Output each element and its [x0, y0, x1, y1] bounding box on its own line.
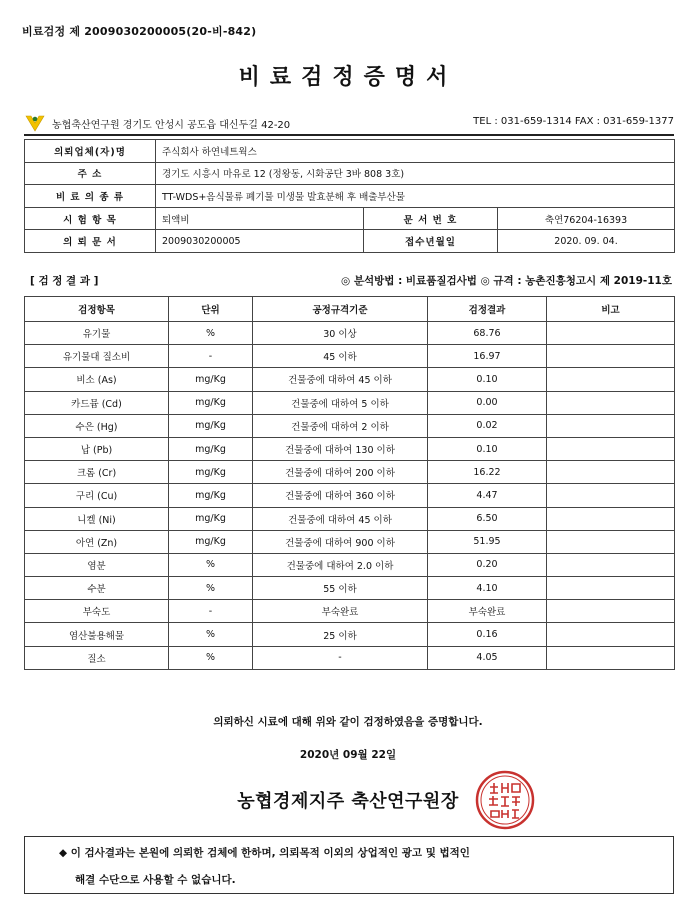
cell-standard: 건물중에 대하여 360 이하 [253, 484, 428, 507]
cell-item: 니켈 (Ni) [25, 507, 169, 530]
cell-standard: 부숙완료 [253, 600, 428, 623]
cell-unit: % [169, 553, 253, 576]
docnum-label: 문 서 번 호 [364, 207, 498, 230]
table-row [25, 484, 675, 507]
info-row-fert-type [25, 185, 675, 208]
cell-standard: 건물중에 대하여 2.0 이하 [253, 553, 428, 576]
info-row-requester [25, 140, 675, 163]
cell-result: 68.76 [428, 322, 547, 345]
results-header [24, 272, 674, 288]
org-header [24, 113, 674, 133]
cell-result: 4.05 [428, 646, 547, 669]
cell-standard: 건물중에 대하여 5 이하 [253, 391, 428, 414]
cell-note [547, 461, 675, 484]
cell-standard: 건물중에 대하여 45 이하 [253, 507, 428, 530]
requester-label: 의뢰업체(자)명 [25, 140, 156, 163]
request-doc-value: 2009030200005 [156, 230, 364, 253]
cell-note [547, 623, 675, 646]
nh-logo-icon [24, 113, 46, 133]
cell-item: 부숙도 [25, 600, 169, 623]
cell-standard: 45 이하 [253, 345, 428, 368]
cell-unit: mg/Kg [169, 437, 253, 460]
cell-result: 4.10 [428, 577, 547, 600]
cell-standard: 건물중에 대하여 45 이하 [253, 368, 428, 391]
cell-unit: mg/Kg [169, 507, 253, 530]
cell-unit: % [169, 322, 253, 345]
cell-unit: mg/Kg [169, 461, 253, 484]
cell-standard: 25 이하 [253, 623, 428, 646]
cell-unit: - [169, 345, 253, 368]
cell-item: 비소 (As) [25, 368, 169, 391]
analysis-method: ◎ 분석방법 : 비료품질검사법 ◎ 규격 : 농촌진흥청고시 제 2019-11호 [341, 275, 672, 287]
cell-item: 크롬 (Cr) [25, 461, 169, 484]
results-table [24, 296, 675, 670]
cell-standard: 건물중에 대하여 900 이하 [253, 530, 428, 553]
cell-unit: mg/Kg [169, 391, 253, 414]
address-label: 주 소 [25, 162, 156, 185]
cell-note [547, 646, 675, 669]
table-row [25, 623, 675, 646]
document-number: 비료검정 제 2009030200005(20-비-842) [22, 25, 257, 38]
col-header-standard: 공정규격기준 [253, 297, 428, 322]
results-label: [ 검 정 결 과 ] [30, 275, 99, 287]
table-row [25, 553, 675, 576]
cell-note [547, 414, 675, 437]
cell-standard: 건물중에 대하여 200 이하 [253, 461, 428, 484]
header-divider [24, 134, 674, 136]
test-item-value: 퇴액비 [156, 207, 364, 230]
fert-type-value: TT-WDS+음식물류 폐기물 미생물 발효분해 후 배출부산물 [156, 185, 675, 208]
cell-note [547, 553, 675, 576]
cell-item: 납 (Pb) [25, 437, 169, 460]
table-row [25, 368, 675, 391]
cell-note [547, 484, 675, 507]
notice-line-2: 해결 수단으로 사용할 수 없습니다. [75, 874, 236, 886]
cell-unit: % [169, 646, 253, 669]
cell-result: 16.22 [428, 461, 547, 484]
cell-note [547, 577, 675, 600]
requester-value: 주식회사 하연네트웍스 [156, 140, 675, 163]
cell-item: 구리 (Cu) [25, 484, 169, 507]
cell-item: 유기물대 질소비 [25, 345, 169, 368]
cell-note [547, 345, 675, 368]
docnum-value: 축연76204-16393 [498, 207, 675, 230]
certification-statement: 의뢰하신 시료에 대해 위와 같이 검정하였음을 증명합니다. [213, 716, 483, 728]
cell-result: 16.97 [428, 345, 547, 368]
cell-standard: 건물중에 대하여 130 이하 [253, 437, 428, 460]
received-value: 2020. 09. 04. [498, 230, 675, 253]
table-row [25, 345, 675, 368]
cell-standard: - [253, 646, 428, 669]
cell-unit: mg/Kg [169, 368, 253, 391]
cell-item: 수분 [25, 577, 169, 600]
cell-unit: % [169, 623, 253, 646]
fert-type-label: 비 료 의 종 류 [25, 185, 156, 208]
cell-item: 질소 [25, 646, 169, 669]
table-row [25, 600, 675, 623]
table-row [25, 322, 675, 345]
cell-result: 6.50 [428, 507, 547, 530]
cell-item: 염산불용해물 [25, 623, 169, 646]
table-row [25, 530, 675, 553]
cell-standard: 30 이상 [253, 322, 428, 345]
info-row-address [25, 162, 675, 185]
cell-item: 염분 [25, 553, 169, 576]
cell-result: 0.20 [428, 553, 547, 576]
cell-result: 51.95 [428, 530, 547, 553]
results-body [25, 322, 675, 670]
official-seal-icon [474, 769, 536, 831]
table-row [25, 646, 675, 669]
org-name-address: 농협축산연구원 경기도 안성시 공도읍 대신두길 42-20 [52, 120, 291, 131]
cell-standard: 55 이하 [253, 577, 428, 600]
address-value: 경기도 시흥시 마유로 12 (정왕동, 시화공단 3바 808 3호) [156, 162, 675, 185]
page-title: 비료검정증명서 [238, 65, 458, 90]
cell-unit: % [169, 577, 253, 600]
cell-note [547, 507, 675, 530]
results-header-row [25, 297, 675, 322]
issue-date: 2020년 09월 22일 [299, 749, 397, 761]
info-row-request-doc [25, 230, 675, 253]
table-row [25, 577, 675, 600]
org-contact: TEL : 031-659-1314 FAX : 031-659-1377 [473, 116, 674, 127]
table-row [25, 437, 675, 460]
notice-box [24, 836, 674, 894]
cell-result: 4.47 [428, 484, 547, 507]
cell-note [547, 600, 675, 623]
table-row [25, 391, 675, 414]
col-header-unit: 단위 [169, 297, 253, 322]
col-header-note: 비고 [547, 297, 675, 322]
cell-note [547, 368, 675, 391]
request-doc-label: 의 뢰 문 서 [25, 230, 156, 253]
issuer-name: 농협경제지주 축산연구원장 [237, 791, 459, 812]
received-label: 접수년월일 [364, 230, 498, 253]
table-row [25, 414, 675, 437]
info-row-test-item [25, 207, 675, 230]
cell-unit: mg/Kg [169, 484, 253, 507]
col-header-item: 검정항목 [25, 297, 169, 322]
cell-standard: 건물중에 대하여 2 이하 [253, 414, 428, 437]
info-table [24, 139, 675, 253]
cell-item: 아연 (Zn) [25, 530, 169, 553]
cell-note [547, 322, 675, 345]
cell-item: 카드뮴 (Cd) [25, 391, 169, 414]
col-header-result: 검정결과 [428, 297, 547, 322]
cell-result: 0.10 [428, 437, 547, 460]
cell-result: 0.02 [428, 414, 547, 437]
notice-line-1: ◆ 이 검사결과는 본원에 의뢰한 검체에 한하며, 의뢰목적 이외의 상업적인 광고 및 법적인 [59, 847, 470, 859]
table-row [25, 507, 675, 530]
cell-result: 0.00 [428, 391, 547, 414]
cell-result: 0.10 [428, 368, 547, 391]
cell-unit: - [169, 600, 253, 623]
cell-unit: mg/Kg [169, 530, 253, 553]
table-row [25, 461, 675, 484]
cell-item: 유기물 [25, 322, 169, 345]
cell-unit: mg/Kg [169, 414, 253, 437]
cell-item: 수은 (Hg) [25, 414, 169, 437]
cell-result: 0.16 [428, 623, 547, 646]
cell-result: 부숙완료 [428, 600, 547, 623]
cell-note [547, 391, 675, 414]
cell-note [547, 530, 675, 553]
cell-note [547, 437, 675, 460]
test-item-label: 시 험 항 목 [25, 207, 156, 230]
